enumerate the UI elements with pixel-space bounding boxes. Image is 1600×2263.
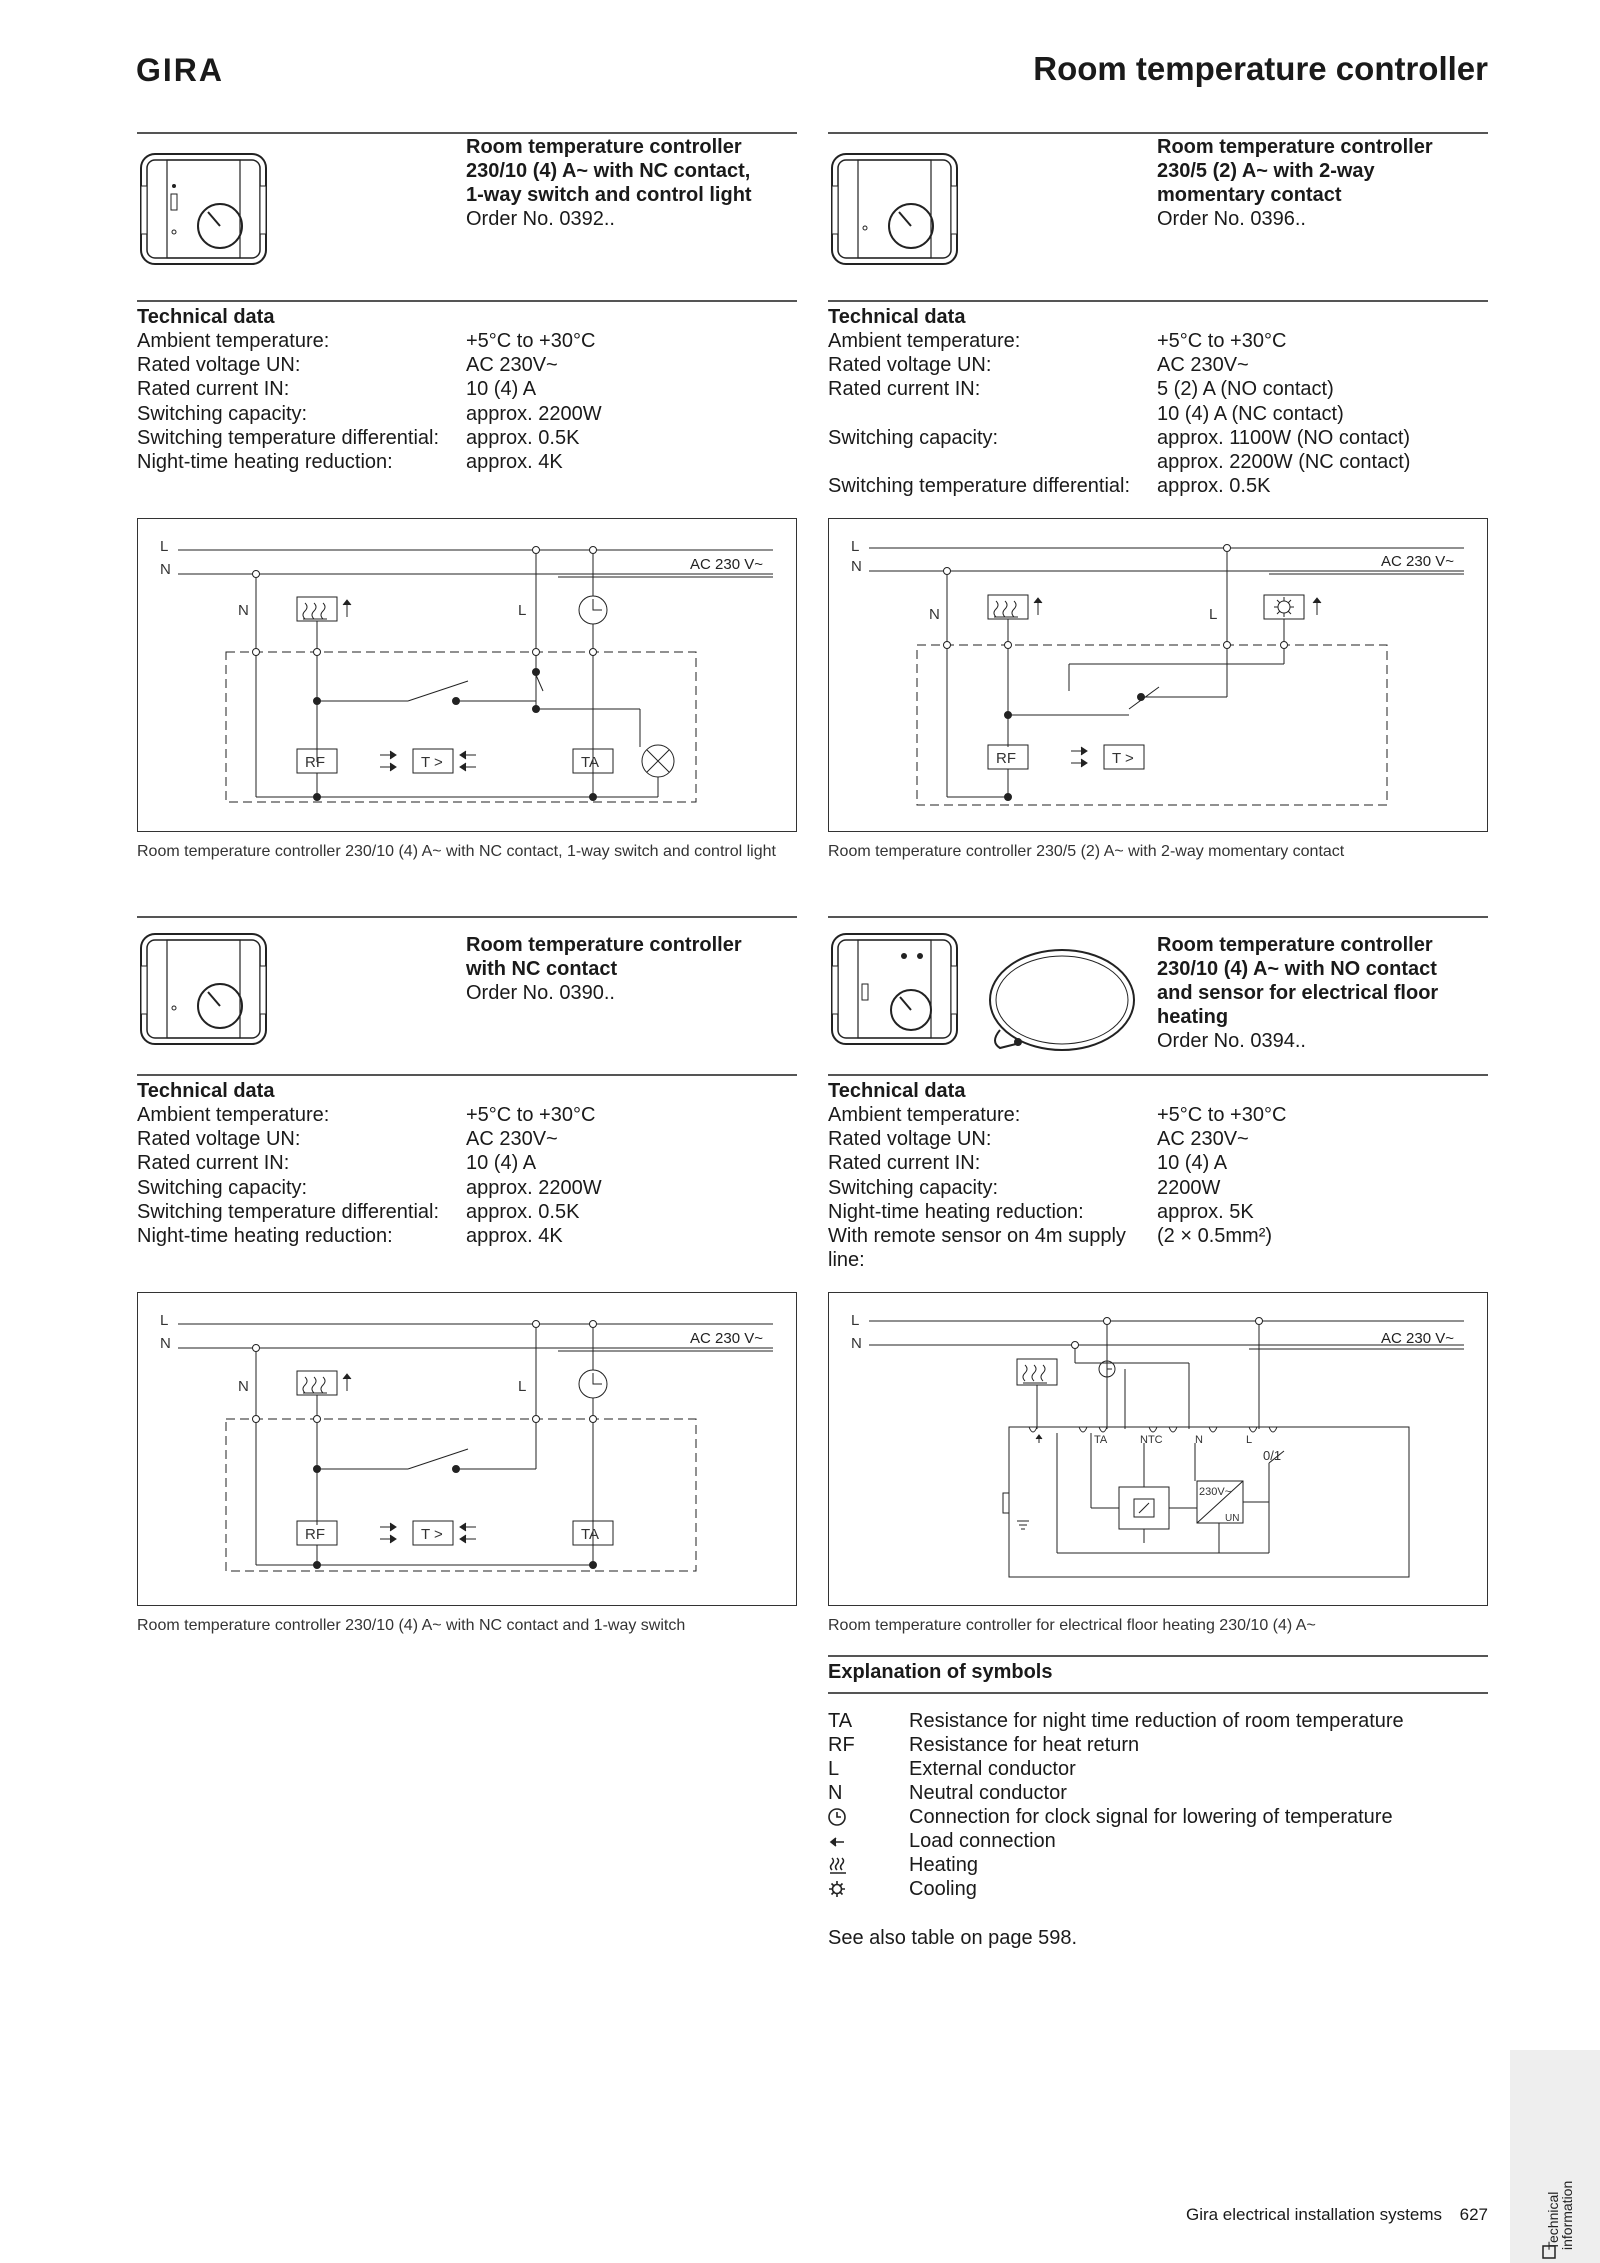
product-title: Room temperature controller (466, 934, 742, 956)
table-row: Ambient temperature: +5°C to +30°C (828, 330, 1287, 352)
device-thermostat-0392-image (137, 146, 270, 271)
see-also-note: See also table on page 598. (828, 1927, 1078, 1949)
label-ac: AC 230 V~ (690, 1330, 763, 1347)
table-row: Rated current IN: 10 (4) A (137, 1152, 537, 1175)
section-divider (828, 132, 1488, 134)
page-number: 627 (1459, 2205, 1488, 2224)
order-number: Order No. 0392.. (466, 208, 615, 230)
device-thermostat-0394-image (828, 926, 961, 1051)
product-title: momentary contact (1157, 184, 1342, 206)
section-divider (828, 1655, 1488, 1657)
section-divider (137, 916, 797, 918)
table-row: line: (828, 1249, 865, 1272)
table-row: Ambient temperature: +5°C to +30°C (137, 330, 596, 352)
tech-data-table (828, 1103, 1286, 1272)
label-TA: TA (581, 754, 600, 771)
symbol-text: Cooling (909, 1878, 977, 1900)
label-ac: AC 230 V~ (690, 556, 763, 573)
label-N: N (160, 561, 171, 578)
table-row: Rated current IN: 5 (2) A (NO contact) (828, 378, 1334, 401)
label-RF: RF (305, 1526, 325, 1543)
table-row: Rated voltage UN: AC 230V~ (137, 1128, 558, 1151)
section-divider (828, 1692, 1488, 1694)
label-L: L (851, 538, 860, 555)
tech-data-table (137, 1103, 602, 1248)
diagram-caption: Room temperature controller for electrical floor heating 230/10 (4) A~ (828, 1617, 1316, 1634)
tech-data-heading: Technical data (828, 306, 966, 328)
table-row: Switching capacity: approx. 2200W (137, 1176, 602, 1199)
symbol-text: Load connection (909, 1830, 1056, 1852)
wiring-diagram-0392 (137, 518, 797, 832)
label-L: L (1209, 606, 1218, 623)
wiring-diagram-0394 (828, 1292, 1488, 1606)
table-row: Ambient temperature: +5°C to +30°C (828, 1104, 1287, 1126)
diagram-caption: Room temperature controller 230/10 (4) A~ with NC contact and 1-way switch (137, 1617, 686, 1634)
brand-logo: GIRA (136, 52, 224, 88)
product-title: Room temperature controller (1157, 934, 1433, 956)
wiring-diagram-0390 (137, 1292, 797, 1606)
table-row: Night-time heating reduction: approx. 4K (137, 451, 563, 474)
load-arrow-icon (828, 1831, 898, 1851)
symbol-text: Neutral conductor (909, 1782, 1067, 1804)
order-number: Order No. 0396.. (1157, 208, 1306, 230)
footer-text: Gira electrical installation systems (1185, 2205, 1442, 2224)
product-title: Room temperature controller (466, 136, 742, 158)
section-divider (828, 1074, 1488, 1076)
device-thermostat-0396-image (828, 146, 961, 271)
clock-icon (828, 1807, 898, 1827)
tech-data-heading: Technical data (137, 1080, 275, 1102)
label-RF: RF (305, 754, 325, 771)
section-divider (828, 916, 1488, 918)
table-row: Rated voltage UN: AC 230V~ (137, 354, 558, 377)
section-divider (828, 300, 1488, 302)
table-row: Rated voltage UN: AC 230V~ (828, 354, 1249, 377)
label-L: L (1246, 1434, 1253, 1446)
label-UN: UN (1225, 1513, 1240, 1524)
label-L: L (518, 1378, 527, 1395)
label-230v: 230V~ (1199, 1486, 1232, 1498)
side-tab-text: information (1559, 2180, 1575, 2250)
product-title: and sensor for electrical floor (1157, 982, 1439, 1004)
symbol-key: N (828, 1782, 843, 1804)
symbol-text: Heating (909, 1854, 978, 1876)
table-row: 10 (4) A (NC contact) (1157, 402, 1344, 425)
table-row: approx. 2200W (NC contact) (1157, 451, 1411, 474)
label-T: T > (1112, 750, 1134, 767)
table-row: Night-time heating reduction: approx. 5K (828, 1200, 1254, 1223)
product-title: 230/10 (4) A~ with NO contact (1157, 958, 1437, 980)
label-N: N (238, 1378, 249, 1395)
table-row: Rated voltage UN: AC 230V~ (828, 1128, 1249, 1151)
table-row: Rated current IN: 10 (4) A (828, 1152, 1228, 1175)
label-L: L (160, 538, 169, 555)
order-number: Order No. 0390.. (466, 982, 615, 1004)
product-title: 230/5 (2) A~ with 2-way (1157, 160, 1375, 182)
diagram-caption: Room temperature controller 230/5 (2) A~ with 2-way momentary contact (828, 843, 1345, 860)
floor-sensor-cable-image (980, 940, 1140, 1056)
label-L: L (518, 602, 527, 619)
symbol-text: Connection for clock signal for lowering of temperature (909, 1806, 1393, 1828)
page-title: Room temperature controller (1033, 50, 1488, 87)
section-divider (137, 132, 797, 134)
side-tab-text: Technical (1545, 2191, 1561, 2250)
table-row: Night-time heating reduction: approx. 4K (137, 1225, 563, 1248)
label-N: N (160, 1335, 171, 1352)
product-title: 230/10 (4) A~ with NC contact, (466, 160, 751, 182)
label-T: T > (421, 1526, 443, 1543)
label-L: L (851, 1312, 860, 1329)
label-ac: AC 230 V~ (1381, 1330, 1454, 1347)
tech-data-heading: Technical data (828, 1080, 966, 1102)
info-icon (1542, 2245, 1556, 2259)
symbol-key: TA (828, 1710, 853, 1732)
symbol-text: External conductor (909, 1758, 1076, 1780)
diagram-caption: Room temperature controller 230/10 (4) A~ with NC contact, 1-way switch and control light (137, 843, 776, 860)
section-divider (137, 1074, 797, 1076)
symbol-key: L (828, 1758, 840, 1780)
table-row: Switching temperature differential: approx. 0.5K (137, 1200, 580, 1223)
order-number: Order No. 0394.. (1157, 1030, 1306, 1052)
label-N: N (851, 558, 862, 575)
label-NTC: NTC (1140, 1434, 1163, 1446)
label-RF: RF (996, 750, 1016, 767)
table-row: Switching capacity: approx. 1100W (NO contact) (828, 426, 1411, 449)
label-TA: TA (581, 1526, 600, 1543)
table-row: Rated current IN: 10 (4) A (137, 378, 537, 401)
table-row: Switching temperature differential: approx. 0.5K (828, 475, 1271, 498)
section-divider (137, 300, 797, 302)
symbol-text: Resistance for heat return (909, 1734, 1140, 1756)
symbol-key: RF (828, 1734, 855, 1756)
product-title: Room temperature controller (1157, 136, 1433, 158)
tech-data-table (828, 329, 1410, 498)
table-row: Switching capacity: 2200W (828, 1176, 1221, 1199)
table-row: Ambient temperature: +5°C to +30°C (137, 1104, 596, 1126)
cooling-icon (828, 1879, 898, 1899)
label-N: N (1195, 1434, 1203, 1446)
product-title: with NC contact (466, 958, 618, 980)
side-tab-label (1530, 2132, 1575, 2252)
table-row: Switching capacity: approx. 2200W (137, 402, 602, 425)
symbols-heading: Explanation of symbols (828, 1661, 1053, 1683)
label-T: T > (421, 754, 443, 771)
wiring-diagram-0396 (828, 518, 1488, 832)
product-title: heating (1157, 1006, 1229, 1028)
heating-icon (828, 1855, 898, 1875)
label-o1: 0/1 (1263, 1448, 1282, 1463)
label-ac: AC 230 V~ (1381, 553, 1454, 570)
label-N: N (238, 602, 249, 619)
symbol-text: Resistance for night time reduction of room temperature (909, 1710, 1404, 1732)
table-row: Switching temperature differential: approx. 0.5K (137, 426, 580, 449)
label-TA: TA (1094, 1434, 1108, 1446)
label-N: N (851, 1335, 862, 1352)
label-L: L (160, 1312, 169, 1329)
tech-data-table (137, 329, 602, 474)
product-title: 1-way switch and control light (466, 184, 752, 206)
label-N: N (929, 606, 940, 623)
table-row: With remote sensor on 4m supply (2 × 0.5mm²) (828, 1225, 1273, 1248)
device-thermostat-0390-image (137, 926, 270, 1051)
tech-data-heading: Technical data (137, 306, 275, 328)
